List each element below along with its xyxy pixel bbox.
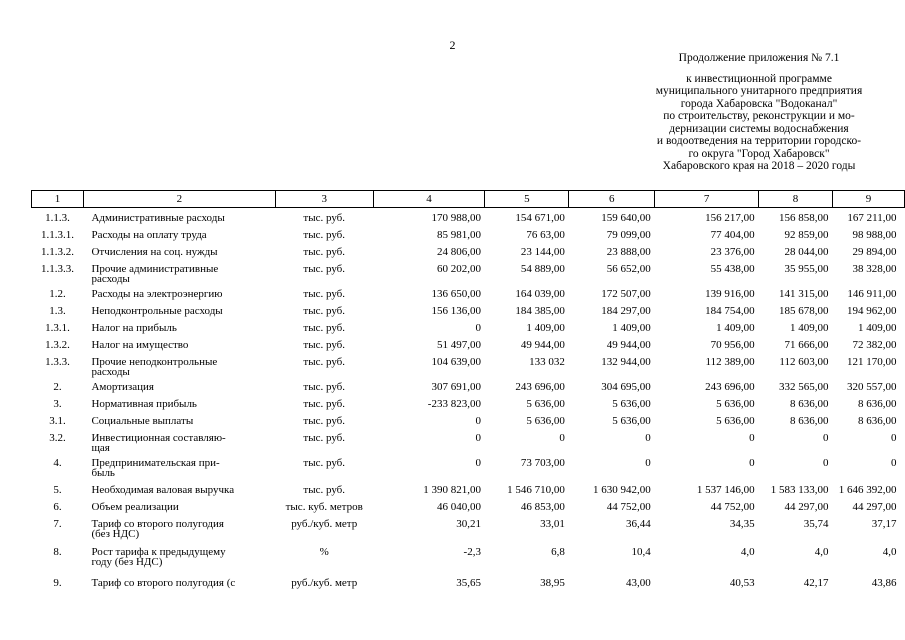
column-header: 2 xyxy=(83,191,275,208)
table-row xyxy=(32,306,905,323)
row-name-line: Административные расходы xyxy=(91,212,225,224)
row-value: 8 636,00 xyxy=(858,415,897,427)
row-value: 60 202,00 xyxy=(436,263,481,275)
row-unit: тыс. руб. xyxy=(303,305,346,317)
row-name-line: Нормативная прибыль xyxy=(91,398,197,410)
row-unit: тыс. руб. xyxy=(303,356,346,368)
row-unit: тыс. руб. xyxy=(303,246,346,258)
row-value: 132 944,00 xyxy=(601,356,651,368)
row-number: 1.2. xyxy=(49,288,66,300)
row-name-line: расходы xyxy=(91,273,130,285)
row-name xyxy=(83,485,275,502)
row-number: 1.1.3.1. xyxy=(40,229,74,241)
table-row xyxy=(32,519,905,547)
row-value: 36,44 xyxy=(626,518,651,530)
table-row xyxy=(32,264,905,289)
row-number: 1.1.3. xyxy=(45,212,70,224)
row-unit: тыс. руб. xyxy=(303,212,346,224)
row-number: 3.2. xyxy=(49,432,66,444)
row-name-line: Инвестиционная составляю- xyxy=(91,432,226,444)
row-name-line: Отчисления на соц. нужды xyxy=(91,246,218,258)
row-number: 7. xyxy=(53,518,62,530)
table-row xyxy=(32,382,905,399)
row-value: 42,17 xyxy=(803,577,829,589)
row-value: 51 497,00 xyxy=(436,339,481,351)
row-value: 307 691,00 xyxy=(431,381,481,393)
column-header: 9 xyxy=(833,191,905,208)
appendix-line: по строительству, реконструкции и мо- xyxy=(663,110,855,122)
row-name xyxy=(83,502,275,519)
row-value: 23 144,00 xyxy=(520,246,565,258)
row-unit: тыс. руб. xyxy=(303,432,346,444)
row-name xyxy=(83,340,275,357)
row-value: -233 823,00 xyxy=(427,398,481,410)
row-name xyxy=(83,357,275,382)
row-value: 43,86 xyxy=(871,577,897,589)
row-value: 5 636,00 xyxy=(716,415,755,427)
row-name-line: Прочие административные xyxy=(91,263,219,275)
row-value: 159 640,00 xyxy=(601,212,651,224)
row-unit: руб./куб. метр xyxy=(291,577,358,589)
row-value: 35 955,00 xyxy=(784,263,829,275)
table-row xyxy=(32,247,905,264)
row-name xyxy=(83,306,275,323)
row-value: 35,65 xyxy=(456,577,481,589)
row-name xyxy=(83,433,275,458)
column-header: 4 xyxy=(373,191,485,208)
row-value: 184 297,00 xyxy=(601,305,651,317)
row-name xyxy=(83,458,275,485)
row-value: 112 389,00 xyxy=(705,356,755,368)
row-name xyxy=(83,382,275,399)
row-value: 0 xyxy=(749,432,755,444)
row-value: 164 039,00 xyxy=(515,288,565,300)
row-name xyxy=(83,289,275,306)
row-value: 0 xyxy=(749,457,755,469)
row-value: 136 650,00 xyxy=(431,288,481,300)
row-unit: тыс. руб. xyxy=(303,398,346,410)
row-name xyxy=(83,547,275,578)
table-row xyxy=(32,399,905,416)
row-name-line: Рост тарифа к предыдущему xyxy=(91,546,226,558)
row-unit: тыс. руб. xyxy=(303,322,346,334)
row-name-line: Амортизация xyxy=(91,381,154,393)
row-value: 49 944,00 xyxy=(520,339,565,351)
appendix-line: Хабаровского края на 2018 – 2020 годы xyxy=(662,160,856,172)
row-value: 0 xyxy=(475,322,481,334)
row-value: 0 xyxy=(891,457,897,469)
row-value: 56 652,00 xyxy=(606,263,651,275)
row-value: 0 xyxy=(475,457,481,469)
row-value: 154 671,00 xyxy=(515,212,565,224)
column-header: 1 xyxy=(32,191,84,208)
table-row xyxy=(32,547,905,578)
table-row xyxy=(32,502,905,519)
row-number: 5. xyxy=(53,484,62,496)
row-value: 23 888,00 xyxy=(606,246,651,258)
row-value: 5 636,00 xyxy=(612,415,651,427)
row-value: 172 507,00 xyxy=(601,288,651,300)
row-number: 2. xyxy=(53,381,62,393)
row-unit: тыс. руб. xyxy=(303,415,346,427)
row-number: 4. xyxy=(53,457,62,469)
table-row xyxy=(32,323,905,340)
row-value: 156 858,00 xyxy=(779,212,829,224)
row-number: 1.1.3.3. xyxy=(40,263,74,275)
row-unit: % xyxy=(319,546,329,558)
row-value: 0 xyxy=(891,432,897,444)
row-number: 1.3. xyxy=(49,305,66,317)
row-value: 4,0 xyxy=(814,546,829,558)
table-row xyxy=(32,340,905,357)
row-value: 35,74 xyxy=(803,518,829,530)
row-name-line: Неподконтрольные расходы xyxy=(91,305,223,317)
row-value: 5 636,00 xyxy=(526,415,565,427)
row-name-line: быль xyxy=(91,467,115,479)
row-value: 320 557,00 xyxy=(847,381,897,393)
row-value: 5 636,00 xyxy=(612,398,651,410)
row-value: -2,3 xyxy=(463,546,481,558)
row-value: 170 988,00 xyxy=(431,212,481,224)
row-value: 72 382,00 xyxy=(852,339,897,351)
page-number: 2 xyxy=(449,38,456,52)
row-value: 156 217,00 xyxy=(705,212,755,224)
row-value: 28 044,00 xyxy=(784,246,829,258)
row-value: 44 752,00 xyxy=(710,501,755,513)
row-number: 1.3.3. xyxy=(45,356,70,368)
table-row xyxy=(32,485,905,502)
row-value: 46 040,00 xyxy=(436,501,481,513)
row-number: 8. xyxy=(53,546,62,558)
budget-table xyxy=(31,190,905,595)
table-header-row xyxy=(32,191,905,208)
row-value: 243 696,00 xyxy=(515,381,565,393)
row-name xyxy=(83,247,275,264)
row-value: 92 859,00 xyxy=(784,229,829,241)
row-value: 44 752,00 xyxy=(606,501,651,513)
table-row xyxy=(32,416,905,433)
row-name xyxy=(83,230,275,247)
row-value: 1 537 146,00 xyxy=(696,484,755,496)
table-row xyxy=(32,578,905,595)
row-value: 8 636,00 xyxy=(790,415,829,427)
row-value: 332 565,00 xyxy=(779,381,829,393)
row-value: 43,00 xyxy=(626,577,651,589)
row-name-line: щая xyxy=(91,442,110,454)
row-number: 3.1. xyxy=(49,415,66,427)
row-value: 1 409,00 xyxy=(526,322,565,334)
appendix-line: муниципального унитарного предприятия xyxy=(655,85,863,97)
table-row xyxy=(32,289,905,306)
row-name-line: году (без НДС) xyxy=(91,556,163,568)
row-name-line: Налог на прибыль xyxy=(91,322,177,334)
row-value: 5 636,00 xyxy=(716,398,755,410)
row-value: 167 211,00 xyxy=(847,212,897,224)
row-value: 304 695,00 xyxy=(601,381,651,393)
row-value: 40,53 xyxy=(729,577,755,589)
row-name xyxy=(83,416,275,433)
row-value: 1 409,00 xyxy=(612,322,651,334)
row-name xyxy=(83,264,275,289)
row-value: 0 xyxy=(475,432,481,444)
row-value: 55 438,00 xyxy=(710,263,755,275)
column-header: 5 xyxy=(485,191,569,208)
row-unit: тыс. руб. xyxy=(303,229,346,241)
row-value: 5 636,00 xyxy=(526,398,565,410)
row-value: 1 646 392,00 xyxy=(838,484,897,496)
row-value: 146 911,00 xyxy=(847,288,897,300)
row-number: 1.1.3.2. xyxy=(40,246,74,258)
row-value: 6,8 xyxy=(551,546,565,558)
row-unit: тыс. руб. xyxy=(303,381,346,393)
row-value: 98 988,00 xyxy=(852,229,897,241)
row-value: 37,17 xyxy=(871,518,897,530)
row-unit: тыс. руб. xyxy=(303,288,346,300)
row-value: 34,35 xyxy=(729,518,755,530)
row-number: 1.3.2. xyxy=(45,339,70,351)
appendix-title: Продолжение приложения № 7.1 xyxy=(678,52,840,64)
row-value: 44 297,00 xyxy=(784,501,829,513)
row-name xyxy=(83,323,275,340)
row-value: 4,0 xyxy=(740,546,755,558)
column-header: 6 xyxy=(569,191,655,208)
row-value: 76 63,00 xyxy=(526,229,565,241)
row-value: 38 328,00 xyxy=(852,263,897,275)
row-number: 6. xyxy=(53,501,62,513)
row-value: 0 xyxy=(645,432,651,444)
row-value: 0 xyxy=(475,415,481,427)
row-value: 10,4 xyxy=(631,546,651,558)
row-value: 1 409,00 xyxy=(716,322,755,334)
column-header: 7 xyxy=(655,191,759,208)
row-name-line: (без НДС) xyxy=(91,528,140,540)
row-value: 1 546 710,00 xyxy=(507,484,565,496)
row-value: 0 xyxy=(823,432,829,444)
row-number: 1.3.1. xyxy=(45,322,70,334)
row-value: 184 385,00 xyxy=(515,305,565,317)
appendix-line: дернизации системы водоснабжения xyxy=(669,122,849,135)
row-value: 73 703,00 xyxy=(520,457,565,469)
row-value: 112 603,00 xyxy=(779,356,829,368)
row-unit: тыс. руб. xyxy=(303,484,346,496)
row-value: 156 136,00 xyxy=(431,305,481,317)
row-name-line: Предпринимательская при- xyxy=(91,457,220,469)
row-value: 139 916,00 xyxy=(705,288,755,300)
row-unit: тыс. руб. xyxy=(303,263,346,275)
row-value: 0 xyxy=(559,432,565,444)
row-name xyxy=(83,399,275,416)
row-value: 1 409,00 xyxy=(790,322,829,334)
row-value: 71 666,00 xyxy=(784,339,829,351)
row-value: 70 956,00 xyxy=(710,339,755,351)
row-name xyxy=(83,519,275,547)
row-value: 243 696,00 xyxy=(705,381,755,393)
table-row xyxy=(32,213,905,230)
row-value: 1 630 942,00 xyxy=(593,484,651,496)
row-name xyxy=(83,578,275,595)
row-unit: тыс. руб. xyxy=(303,339,346,351)
row-value: 33,01 xyxy=(540,518,565,530)
row-name-line: Тариф со второго полугодия (с xyxy=(91,577,236,589)
row-value: 49 944,00 xyxy=(606,339,651,351)
row-name-line: Налог на имущество xyxy=(91,339,189,351)
row-unit: руб./куб. метр xyxy=(291,518,358,530)
row-value: 8 636,00 xyxy=(858,398,897,410)
row-value: 29 894,00 xyxy=(852,246,897,258)
row-number: 9. xyxy=(53,577,62,589)
row-value: 8 636,00 xyxy=(790,398,829,410)
column-header: 3 xyxy=(275,191,373,208)
row-value: 54 889,00 xyxy=(520,263,565,275)
table-row xyxy=(32,458,905,485)
row-value: 184 754,00 xyxy=(705,305,755,317)
row-value: 30,21 xyxy=(456,518,481,530)
row-value: 23 376,00 xyxy=(710,246,755,258)
row-value: 141 315,00 xyxy=(779,288,829,300)
row-name-line: Расходы на оплату труда xyxy=(91,229,207,241)
row-value: 24 806,00 xyxy=(436,246,481,258)
row-value: 121 170,00 xyxy=(847,356,897,368)
row-value: 4,0 xyxy=(882,546,897,558)
row-name-line: расходы xyxy=(91,366,130,378)
row-value: 0 xyxy=(823,457,829,469)
row-name xyxy=(83,213,275,230)
row-name-line: Прочие неподконтрольные xyxy=(91,356,218,368)
appendix-line: города Хабаровска "Водоканал" xyxy=(680,97,838,110)
row-number: 3. xyxy=(53,398,62,410)
table-row xyxy=(32,230,905,247)
row-name-line: Объем реализации xyxy=(91,501,179,513)
row-value: 85 981,00 xyxy=(436,229,481,241)
row-value: 1 390 821,00 xyxy=(423,484,481,496)
row-value: 104 639,00 xyxy=(431,356,481,368)
appendix-line: и водоотведения на территории городско- xyxy=(656,135,862,147)
row-value: 46 853,00 xyxy=(520,501,565,513)
row-name-line: Расходы на электроэнергию xyxy=(91,288,223,300)
row-value: 0 xyxy=(645,457,651,469)
column-header: 8 xyxy=(759,191,833,208)
row-value: 1 409,00 xyxy=(858,322,897,334)
row-unit: тыс. руб. xyxy=(303,457,346,469)
appendix-line: к инвестиционной программе xyxy=(686,72,832,85)
appendix-line: го округа "Город Хабаровск" xyxy=(688,147,830,160)
appendix-caption xyxy=(600,52,905,173)
table-row xyxy=(32,433,905,458)
table-row xyxy=(32,357,905,382)
row-name-line: Необходимая валовая выручка xyxy=(91,484,235,496)
row-value: 77 404,00 xyxy=(710,229,755,241)
row-name-line: Социальные выплаты xyxy=(91,415,194,427)
row-value: 185 678,00 xyxy=(779,305,829,317)
row-name-line: Тариф со второго полугодия xyxy=(91,518,224,530)
row-value: 133 032 xyxy=(529,356,565,368)
row-value: 38,95 xyxy=(540,577,565,589)
row-value: 44 297,00 xyxy=(852,501,897,513)
row-value: 79 099,00 xyxy=(606,229,651,241)
row-value: 194 962,00 xyxy=(847,305,897,317)
row-unit: тыс. куб. метров xyxy=(285,501,363,513)
row-value: 1 583 133,00 xyxy=(770,484,829,496)
